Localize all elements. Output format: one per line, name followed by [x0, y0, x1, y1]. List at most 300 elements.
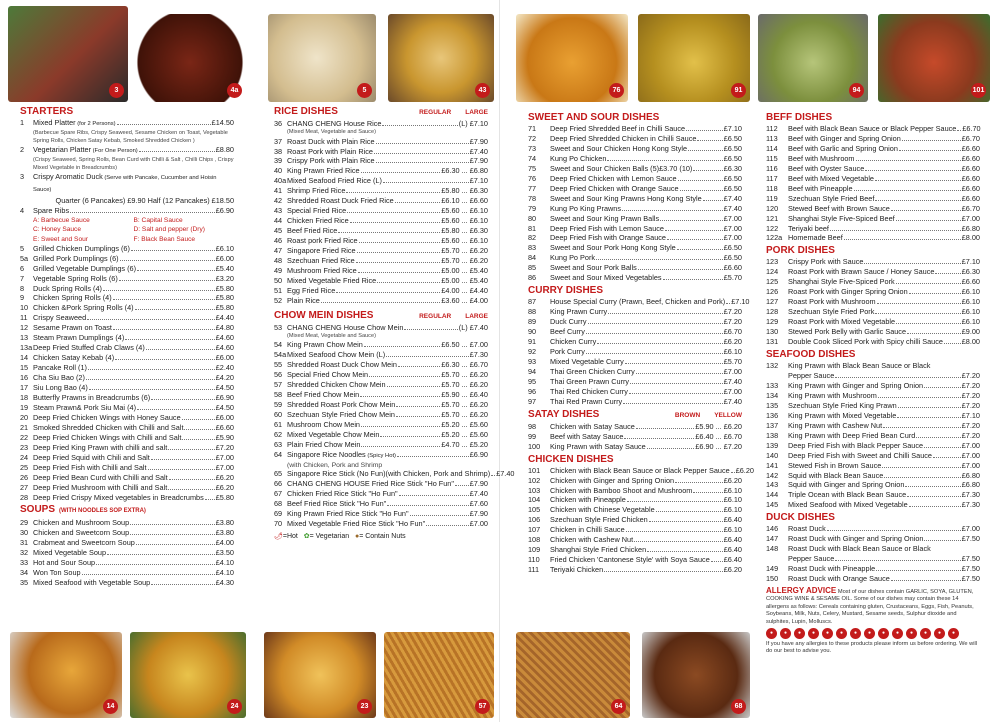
item-name: Kung Po Pork — [550, 253, 596, 263]
duck-list — [766, 524, 980, 544]
menu-item — [274, 137, 488, 147]
menu-item — [274, 296, 488, 306]
item-price: £8.00 — [961, 233, 980, 243]
item-number: 144 — [766, 490, 779, 500]
menu-item — [528, 233, 742, 243]
item-number: 95 — [528, 376, 537, 386]
item-number: 150 — [766, 574, 779, 584]
item-number: 58 — [274, 390, 283, 400]
item-price: £5.80 — [215, 303, 234, 313]
item-price: £4.60 — [215, 333, 234, 343]
item-number: 112 — [766, 124, 778, 133]
menu-item — [528, 387, 742, 397]
item-number: 111 — [528, 565, 540, 575]
item-name: Beef with Black Bean Sauce or Black Pepper Sauce — [788, 124, 957, 133]
menu-item — [766, 144, 980, 154]
menu-item: 53 CHANG CHENG House Chow Mein (L) £7.40 — [274, 322, 488, 332]
item-price: £6.60 — [961, 143, 980, 153]
menu-item — [766, 574, 980, 584]
item-price: £5.70 ... £6.20 — [441, 246, 488, 256]
menu-item — [274, 206, 488, 216]
item-name: Chicken Fried Rice Stick "Ho Fun" — [287, 489, 398, 499]
item-name: Beef with Oyster Sauce — [788, 163, 865, 173]
menu-item — [766, 401, 980, 411]
photo-singapore-noodles: 64 — [516, 632, 630, 718]
menu-item — [766, 564, 980, 574]
photos-bottom-right — [500, 632, 1000, 722]
menu-item — [528, 204, 742, 214]
item-name: Chicken with Cashew Nut — [550, 535, 634, 545]
menu-item — [274, 519, 488, 529]
item-number: 139 — [766, 440, 779, 450]
item-name: Plain Fried Chow Mein — [287, 439, 361, 449]
menu-item — [274, 216, 488, 226]
item-name: Sweet and Sour Pork Balls — [550, 263, 637, 273]
menu-item — [20, 433, 234, 443]
item-name: King Prawn Chow Mein — [287, 340, 363, 350]
allergen-icon: ● — [836, 628, 847, 639]
item-price: £6.60 — [961, 163, 980, 173]
item-price: £6.00 — [215, 353, 234, 363]
item-price: £6.50 — [723, 253, 742, 263]
menu-item — [20, 363, 234, 373]
item-name: Chicken &Pork Spring Rolls (4) — [33, 303, 134, 313]
menu-item — [20, 333, 234, 343]
item-number: 13a — [20, 343, 33, 353]
item-price: £6.00 — [215, 253, 234, 263]
item-number: 6 — [20, 263, 25, 273]
menu-item — [274, 256, 488, 266]
item-price: £7.10 — [961, 410, 980, 420]
menu-item — [766, 233, 980, 243]
item-number: 137 — [766, 420, 779, 430]
menu-item — [528, 422, 742, 432]
item-number: 42 — [274, 196, 283, 206]
allergen-icon: ● — [906, 628, 917, 639]
spare-rib-options — [20, 216, 234, 244]
section-pork: PORK DISHES — [766, 245, 835, 257]
item-price: £7.10 — [723, 124, 742, 133]
item-price: £6.50 — [723, 133, 742, 143]
item-price: £5.80 ... £6.30 — [441, 226, 488, 236]
item-name: Sweet and Sour Mixed Vegetables — [550, 273, 662, 283]
item-name: Deep Fried Fish with Lemon Sauce — [550, 223, 664, 233]
starter-list — [20, 244, 234, 503]
menu-item — [20, 558, 234, 568]
item-price: £5.70 — [723, 273, 742, 283]
item-number: 108 — [528, 535, 541, 545]
item-number: 128 — [766, 307, 779, 317]
item-number: 90 — [528, 327, 537, 337]
item-name: King Prawn with Deep Fried Bean Curd — [788, 430, 916, 440]
item-number: 37 — [274, 136, 283, 146]
item-number: 41 — [274, 186, 283, 196]
item-price: £7.20 — [723, 317, 742, 327]
item-price: £4.20 — [215, 373, 234, 383]
item-number: 44 — [274, 216, 283, 226]
section-seafood: SEAFOOD DISHES — [766, 349, 856, 361]
menu-item: 64 Singapore Rice Noodles (Spicy Hot) £6.90 — [274, 449, 488, 459]
item-price: £6.50 — [723, 143, 742, 153]
photo-green-curry: 94 — [758, 14, 868, 102]
item-price: £6.10 — [961, 317, 980, 327]
photo-squid: 24 — [130, 632, 246, 718]
menu-item — [766, 461, 980, 471]
item-price: £5.80 — [215, 293, 234, 303]
menu-item — [528, 124, 742, 134]
item-number: 120 — [766, 203, 779, 213]
item-price: £6.60 — [961, 193, 980, 203]
item-number: 11 — [20, 313, 28, 323]
item-name: Shredded Roast Pork Chow Mein — [287, 400, 396, 410]
item-name: Chicken with Chinese Vegetable — [550, 505, 655, 515]
item-number: 62 — [274, 429, 283, 439]
item-name: Sweet and Sour King Prawn Balls — [550, 213, 660, 223]
item-name: Mixed Vegetable Chow Mein — [287, 429, 380, 439]
item-number: 39 — [274, 156, 283, 166]
menu-item — [528, 174, 742, 184]
menu-item — [766, 391, 980, 401]
item-price: £7.30 — [961, 490, 980, 500]
item-name: Shanghai Style Fried Chicken — [550, 545, 647, 555]
menu-item — [766, 154, 980, 164]
item-number: 110 — [528, 555, 540, 565]
item-name: Siu Long Bao (4) — [33, 383, 88, 393]
menu-item: 36 CHANG CHENG House Rice (L) £7.10 — [274, 119, 488, 128]
item-number: 149 — [766, 564, 779, 574]
item-price: £6.60 — [961, 173, 980, 183]
item-number: 63 — [274, 439, 283, 449]
allergen-icon: ● — [794, 628, 805, 639]
menu-item — [528, 194, 742, 204]
item-name: Squid with Ginger and Spring Onion — [788, 480, 905, 490]
item-price: £6.50 — [723, 153, 742, 163]
item-name: Thai Red Prawn Curry — [550, 396, 623, 406]
menu-item — [766, 471, 980, 481]
item-price: £7.00 — [723, 223, 742, 233]
item-name: Kung Po King Prawns — [550, 203, 621, 213]
item-price: £4.80 — [215, 323, 234, 333]
allergen-icon: ● — [822, 628, 833, 639]
item-price: £7.50 — [961, 534, 980, 544]
item-price: £7.20 — [961, 380, 980, 390]
item-price: £3.20 — [215, 273, 234, 283]
item-name: Homemade Beef — [788, 233, 843, 243]
item-price: £4.00 — [215, 538, 234, 548]
item-number: 26 — [20, 472, 29, 482]
item-price: £4.70 ... £5.20 — [441, 439, 488, 449]
item-price: £7.20 — [723, 307, 742, 317]
item-number: 136 — [766, 410, 779, 420]
menu-item — [766, 174, 980, 184]
item-name: Chicken Curry — [550, 337, 597, 347]
item-name: Deep Fried Squid with Chili and Salt — [33, 452, 150, 462]
item-price: £4.40 — [215, 313, 234, 323]
item-name: Crispy Seaweed — [33, 313, 87, 323]
section-curry: CURRY DISHES — [528, 285, 604, 297]
item-number: 8 — [20, 283, 25, 293]
photo-spare-ribs: 4a — [134, 14, 246, 102]
item-price: £6.00 — [215, 412, 234, 422]
item-name: Roast Duck with Ginger and Spring Onion — [788, 534, 924, 544]
item-name: Beef with Mixed Vegetable — [788, 173, 874, 183]
item-number: 23 — [20, 442, 29, 452]
item-price: £6.50 — [723, 243, 742, 253]
photos-bottom-left — [0, 632, 499, 722]
item-price: £8.00 — [961, 337, 980, 347]
item-name: Chicken Fried Rice — [287, 216, 349, 226]
item-name: King Prawn with Satay Sauce — [550, 441, 646, 451]
item-price: £5.60 ... £6.10 — [441, 236, 488, 246]
item-number: 87 — [528, 297, 537, 307]
menu-item — [528, 263, 742, 273]
item-name: King Prawn Curry — [550, 307, 608, 317]
item-name: Duck Curry — [550, 317, 587, 327]
item-number: 25 — [20, 462, 29, 472]
item-price: £6.80 — [961, 480, 980, 490]
section-beef: BEFF DISHES — [766, 112, 833, 123]
item-price: £5.40 — [215, 263, 234, 273]
item-name: Steam Prawn Dumplings (4) — [33, 333, 125, 343]
item-name: Beef with Ginger and Spring Onion — [788, 133, 901, 143]
item-price: £7.50 — [961, 574, 980, 584]
menu-item — [274, 489, 488, 499]
menu-item — [528, 317, 742, 327]
item-number: 19 — [20, 402, 29, 412]
item-name: Mixed Seafood Chow Mein (L) — [287, 350, 386, 360]
item-number: 27 — [20, 482, 29, 492]
item-name: Shredded Chicken Chow Mein — [287, 380, 386, 390]
item-name: Chicken and Sweetcorn Soup — [33, 528, 130, 538]
item-price: £6.30 ... £6.70 — [441, 360, 488, 370]
item-desc: (Barbecue Spare Ribs, Crispy Seaweed, Sesame Chicken on Toast, Vegetable Spring Rolls, Chicken Satay Kebab, Smoked Shredded Chicken ) — [33, 129, 228, 144]
item-number: 119 — [766, 193, 778, 203]
menu-item — [528, 134, 742, 144]
item-number: 126 — [766, 287, 779, 297]
item-price: £7.40 — [723, 193, 742, 203]
menu-item — [274, 410, 488, 420]
item-name: Roast Pork with Mushroom — [788, 297, 876, 307]
leaf-icon: ✿ — [303, 533, 310, 541]
menu-item: 4 Spare Ribs £6.90 — [20, 206, 234, 216]
item-price: £7.00 — [961, 450, 980, 460]
menu-item — [20, 473, 234, 483]
menu-item — [766, 124, 980, 134]
menu-item — [274, 196, 488, 206]
item-price: £6.90 — [215, 393, 234, 402]
item-number: 142 — [766, 470, 779, 480]
item-name: Fried Chicken 'Cantonese Style' with Soya Sauce — [550, 555, 710, 565]
item-number: 70 — [274, 519, 283, 529]
menu-item — [20, 373, 234, 383]
item-price: £7.20 — [961, 390, 980, 400]
item-name: Mixed Seafood Fried Rice (L) — [287, 176, 382, 186]
col-beef-pork-seafood — [766, 110, 980, 716]
item-name: Beef with Pineapple — [788, 183, 853, 193]
item-number: 82 — [528, 233, 537, 243]
menu-item — [766, 327, 980, 337]
item-name: Shredded Roast Duck Fried Rice — [287, 196, 394, 206]
item-name: Chicken with Black Bean Sauce or Black Pepper Sauce — [550, 465, 730, 475]
item-number: 75 — [528, 163, 537, 173]
menu-item — [766, 307, 980, 317]
item-price: £7.60 — [469, 499, 488, 509]
item-number: 129 — [766, 317, 779, 327]
item-name: Kung Po Chicken — [550, 153, 607, 163]
item-number: 81 — [528, 223, 537, 233]
menu-item — [528, 397, 742, 407]
menu-item — [528, 357, 742, 367]
chicken-list — [528, 465, 754, 575]
menu-item — [528, 184, 742, 194]
menu-item — [528, 273, 742, 283]
item-price: £6.20 — [735, 465, 754, 475]
menu-item — [528, 337, 742, 347]
allergen-icon: ● — [934, 628, 945, 639]
item-number: 48 — [274, 255, 283, 265]
menu-item — [528, 307, 742, 317]
item-price: £7.30 — [961, 500, 980, 510]
menu-item — [766, 524, 980, 534]
item-number: 114 — [766, 143, 778, 153]
item-number: 140 — [766, 450, 779, 460]
item-number: 40 — [274, 166, 283, 176]
item-name: Deep Fried Fish with Orange Sauce — [550, 233, 666, 243]
item-name: Butterfly Prawns in Breadcrumbs (6) — [33, 393, 151, 402]
item-name: Stewed Pork Belly with Garlic Sauce — [788, 327, 907, 337]
item-name: Beef Fried Chow Mein — [287, 390, 360, 400]
item-price: £7.00 — [723, 386, 742, 396]
item-number: 109 — [528, 545, 541, 555]
item-price: £3.80 — [215, 518, 234, 528]
menu-item — [274, 340, 488, 350]
photo-satay: 14 — [10, 632, 122, 718]
item-price: £5.00 ... £5.40 — [441, 275, 488, 285]
menu-item — [274, 469, 515, 479]
menu-item — [20, 548, 234, 558]
item-name: Deep Fried King Prawn with chilli and salt — [33, 442, 168, 452]
item-price: £6.20 — [723, 337, 742, 347]
item-number: 124 — [766, 267, 779, 277]
item-number: 31 — [20, 538, 29, 548]
col-sweetsour-curry — [528, 110, 754, 632]
item-number: 32 — [20, 548, 29, 558]
item-price: £6.10 — [723, 505, 742, 515]
item-name: Roast Duck with Orange Sauce — [788, 574, 890, 584]
menu-item — [20, 578, 234, 588]
item-number: 84 — [528, 253, 537, 263]
photos-top-right — [500, 0, 1000, 104]
item-name: Roast pork Fried Rice — [287, 236, 358, 246]
item-price: £5.80 ... £6.30 — [441, 186, 488, 196]
menu-item — [274, 350, 488, 360]
rice-list — [274, 137, 488, 306]
menu-item — [20, 254, 234, 264]
menu-item — [20, 284, 234, 294]
item-number: 17 — [20, 383, 29, 393]
item-name: Vegetable Spring Rolls (6) — [33, 273, 118, 283]
item-price: £6.40 ... £6.70 — [695, 431, 742, 441]
item-number: 21 — [20, 422, 29, 432]
item-name: Beef with Satay Sauce — [550, 431, 624, 441]
item-price: £4.30 — [215, 578, 234, 588]
item-name: Sweet and Sour Pork Hong Kong Style — [550, 243, 676, 253]
section-chicken: CHICKEN DISHES — [528, 453, 614, 465]
item-name: Roast Duck with Pineapple — [788, 564, 876, 574]
item-price: £5.70 ... £6.20 — [441, 380, 488, 390]
item-number: 147 — [766, 534, 779, 544]
item-number: 135 — [766, 400, 779, 410]
item-name: Crabmeat and Sweetcorn Soup — [33, 538, 135, 548]
item-price: £7.20 — [961, 430, 980, 440]
item-number: 18 — [20, 393, 29, 402]
item-name: Triple Ocean with Black Bean Sauce — [788, 490, 907, 500]
item-name: Beef with Garlic and Spring Onion — [788, 143, 898, 153]
chowmein-list-2 — [274, 469, 515, 529]
item-name: CHANG CHENG HOUSE Fried Rice Stick "Ho Fun" — [287, 479, 454, 489]
item-price: £6.70 — [961, 203, 980, 213]
item-name: Crispy Pork with Plain Rice — [287, 156, 375, 166]
menu-item — [766, 441, 980, 451]
item-name: King Prawn with Mixed Vegetable — [788, 410, 897, 420]
item-price: £7.90 — [469, 509, 488, 519]
menu-item — [528, 367, 742, 377]
item-desc: (Mixed Meat, Vegetable and Sauce) — [287, 128, 376, 135]
item-price: £6.70 — [961, 133, 980, 143]
item-number: 99 — [528, 431, 537, 441]
menu-item — [20, 413, 234, 423]
menu-item — [20, 568, 234, 578]
menu-item — [274, 360, 488, 370]
item-price: £6.10 — [723, 485, 742, 495]
item-number: 57 — [274, 380, 283, 390]
item-name: Roast Duck — [788, 524, 826, 534]
item-price: £7.00 — [723, 213, 742, 223]
item-price: £7.20 — [215, 442, 234, 452]
item-name: King Prawn with Mushroom — [788, 390, 877, 400]
item-number: 145 — [766, 500, 779, 510]
allergen-icon: ● — [780, 628, 791, 639]
item-name: Grilled Vegetable Dumplings (6) — [33, 263, 137, 273]
item-name: Chicken Spring Rolls (4) — [33, 293, 112, 303]
menu-item — [528, 465, 754, 476]
item-price: £9.00 — [961, 327, 980, 337]
item-price: £7.10 — [961, 257, 980, 267]
item-price: £6.30 ... £6.80 — [441, 166, 488, 176]
item-number: 104 — [528, 495, 541, 505]
menu-item — [274, 186, 488, 196]
menu-item — [766, 500, 980, 510]
section-starters: STARTERS — [20, 106, 74, 117]
item-name: Shanghai Style Five-Spiced Pork — [788, 277, 895, 287]
item-name: Squid with Black Bean Sauce — [788, 470, 884, 480]
item-number: 59 — [274, 400, 283, 410]
menu-item — [528, 214, 742, 224]
allergy-advice: ALLERGY ADVICE Most of our dishes contain GARLIC, SOYA, GLUTEN, COOKING WINE & SESAME OIL. Some of our dishes may contain these 14 allergens as follows: Cereals containing gluten, Crustaceans, Eggs, Fish, Peanuts, Soybeans, Milk, Nuts, Celery, Mustard, Sesame seeds, Sulphur dioxide and sulphites, Lupin, Molluscs. ● ● ● ● ● ● ● ● ● ● ● ● ● ● If you have any allergies to these products please inform us before ordering. We will do our best to advise you. — [766, 587, 980, 656]
item-number: 79 — [528, 203, 537, 213]
menu-item — [766, 411, 980, 421]
photo-beef-ho-fun: 68 — [642, 632, 750, 718]
menu-item — [274, 430, 488, 440]
item-name: Stewed Fish in Brown Sauce — [788, 460, 882, 470]
menu-item — [20, 383, 234, 393]
allergen-icon: ● — [864, 628, 875, 639]
item-number: 105 — [528, 505, 541, 515]
item-number: 78 — [528, 193, 537, 203]
item-name: Beef Fried Rice — [287, 226, 338, 236]
menu-item: 148 Roast Duck with Black Bean Sauce or Black — [766, 544, 931, 554]
item-price: £5.00 ... £5.40 — [441, 265, 488, 275]
